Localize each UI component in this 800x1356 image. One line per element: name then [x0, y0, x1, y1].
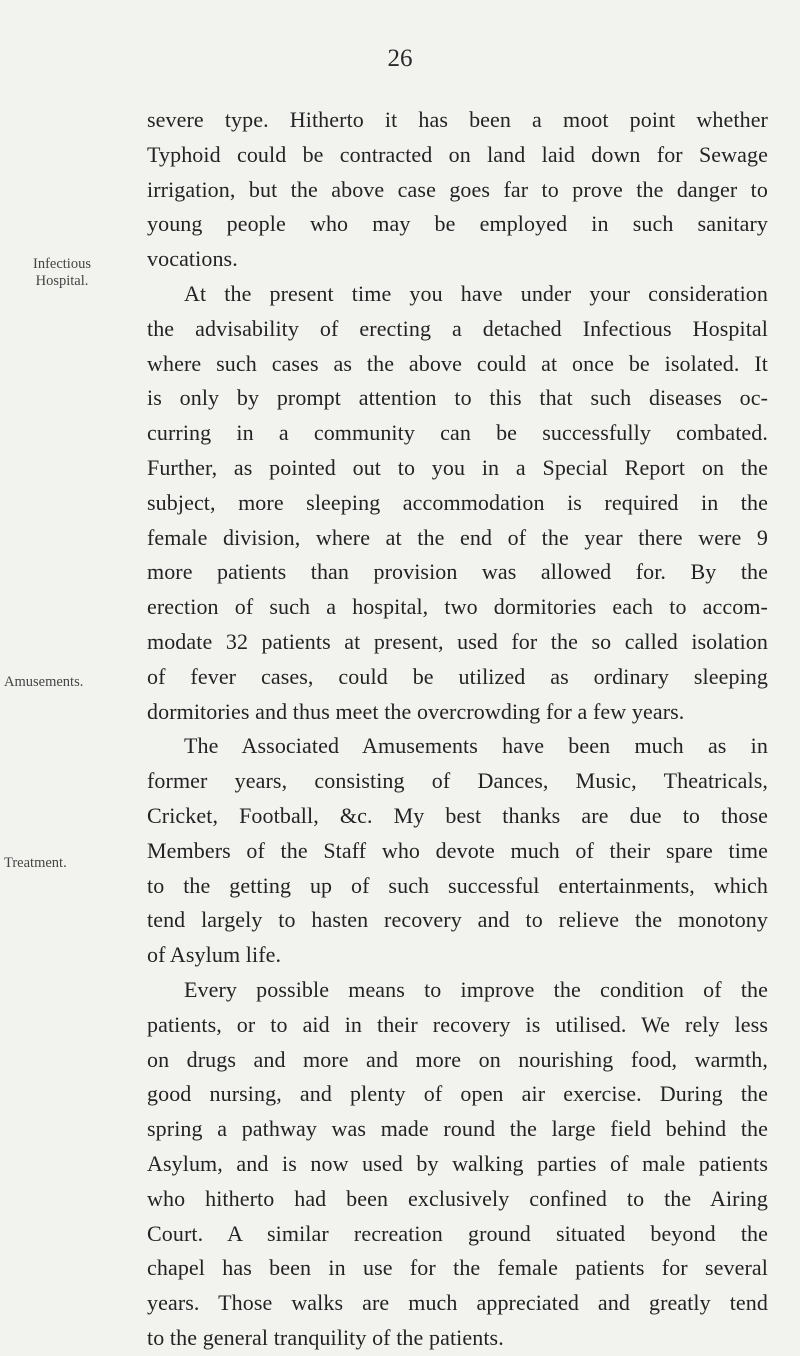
text-line: The Associated Amusements have been much as in: [184, 733, 768, 759]
text-line: Members of the Staff who devote much of their spare time: [147, 837, 768, 863]
text-line: who hitherto had been exclusively confined to the Airing: [147, 1185, 768, 1211]
text-line: young people who may be employed in such sanitary: [147, 211, 768, 237]
text-line: spring a pathway was made round the large field behind the: [147, 1116, 768, 1142]
page-number: 26: [387, 45, 413, 72]
text-line: Every possible means to improve the condition of the: [184, 976, 768, 1002]
text-line: tend largely to hasten recovery and to relieve the monotony: [147, 907, 768, 933]
text-line: modate 32 patients at present, used for the so called isolation: [147, 628, 768, 654]
text-line: Asylum, and is now used by walking parties of male patients: [147, 1150, 768, 1176]
body-text: [147, 103, 768, 1356]
text-line: female division, where at the end of the year there were 9: [147, 524, 768, 550]
text-line: where such cases as the above could at once be isolated. It: [147, 350, 768, 376]
text-line: irrigation, but the above case goes far to prove the danger to: [147, 176, 768, 202]
text-line: more patients than provision was allowed for. By the: [147, 559, 768, 585]
text-line: dormitories and thus meet the overcrowding for a few years.: [147, 698, 685, 724]
text-line: patients, or to aid in their recovery is utilised. We rely less: [147, 1011, 768, 1037]
text-line: years. Those walks are much appreciated and greatly tend: [147, 1290, 768, 1316]
text-line: At the present time you have under your consideration: [184, 280, 768, 306]
text-line: Typhoid could be contracted on land laid down for Sewage: [147, 141, 768, 167]
text-line: on drugs and more and more on nourishing food, warmth,: [147, 1046, 768, 1072]
text-line: former years, consisting of Dances, Music, Theatricals,: [147, 768, 768, 794]
text-line: curring in a community can be successfully combated.: [147, 420, 768, 446]
text-line: Court. A similar recreation ground situated beyond the: [147, 1220, 768, 1246]
text-line: Further, as pointed out to you in a Special Report on the: [147, 454, 768, 480]
text-line: severe type. Hitherto it has been a moot point whether: [147, 107, 768, 132]
margin-note-amusements: Amusements.: [4, 674, 84, 690]
text-line: is only by prompt attention to this that such diseases oc-: [147, 385, 768, 411]
margin-note-infectious-hospital: [2, 256, 122, 290]
text-line: the advisability of erecting a detached Infectious Hospital: [147, 315, 768, 341]
text-line: to the general tranquility of the patients.: [147, 1324, 504, 1350]
text-line: chapel has been in use for the female patients for several: [147, 1255, 768, 1281]
margin-note-infectious-line2: Hospital.: [35, 273, 89, 289]
text-line: erection of such a hospital, two dormitories each to accom-: [147, 594, 768, 620]
text-line: of fever cases, could be utilized as ordinary sleeping: [147, 663, 768, 689]
text-line: vocations.: [147, 246, 238, 272]
text-line: Cricket, Football, &c. My best thanks are due to those: [147, 802, 768, 828]
margin-note-infectious-line1: Infectious: [33, 256, 91, 272]
margin-note-treatment: Treatment.: [4, 855, 67, 871]
text-line: good nursing, and plenty of open air exercise. During the: [147, 1081, 768, 1107]
text-line: subject, more sleeping accommodation is required in the: [147, 489, 768, 515]
text-line: of Asylum life.: [147, 942, 282, 968]
text-line: to the getting up of such successful entertainments, which: [147, 872, 768, 898]
